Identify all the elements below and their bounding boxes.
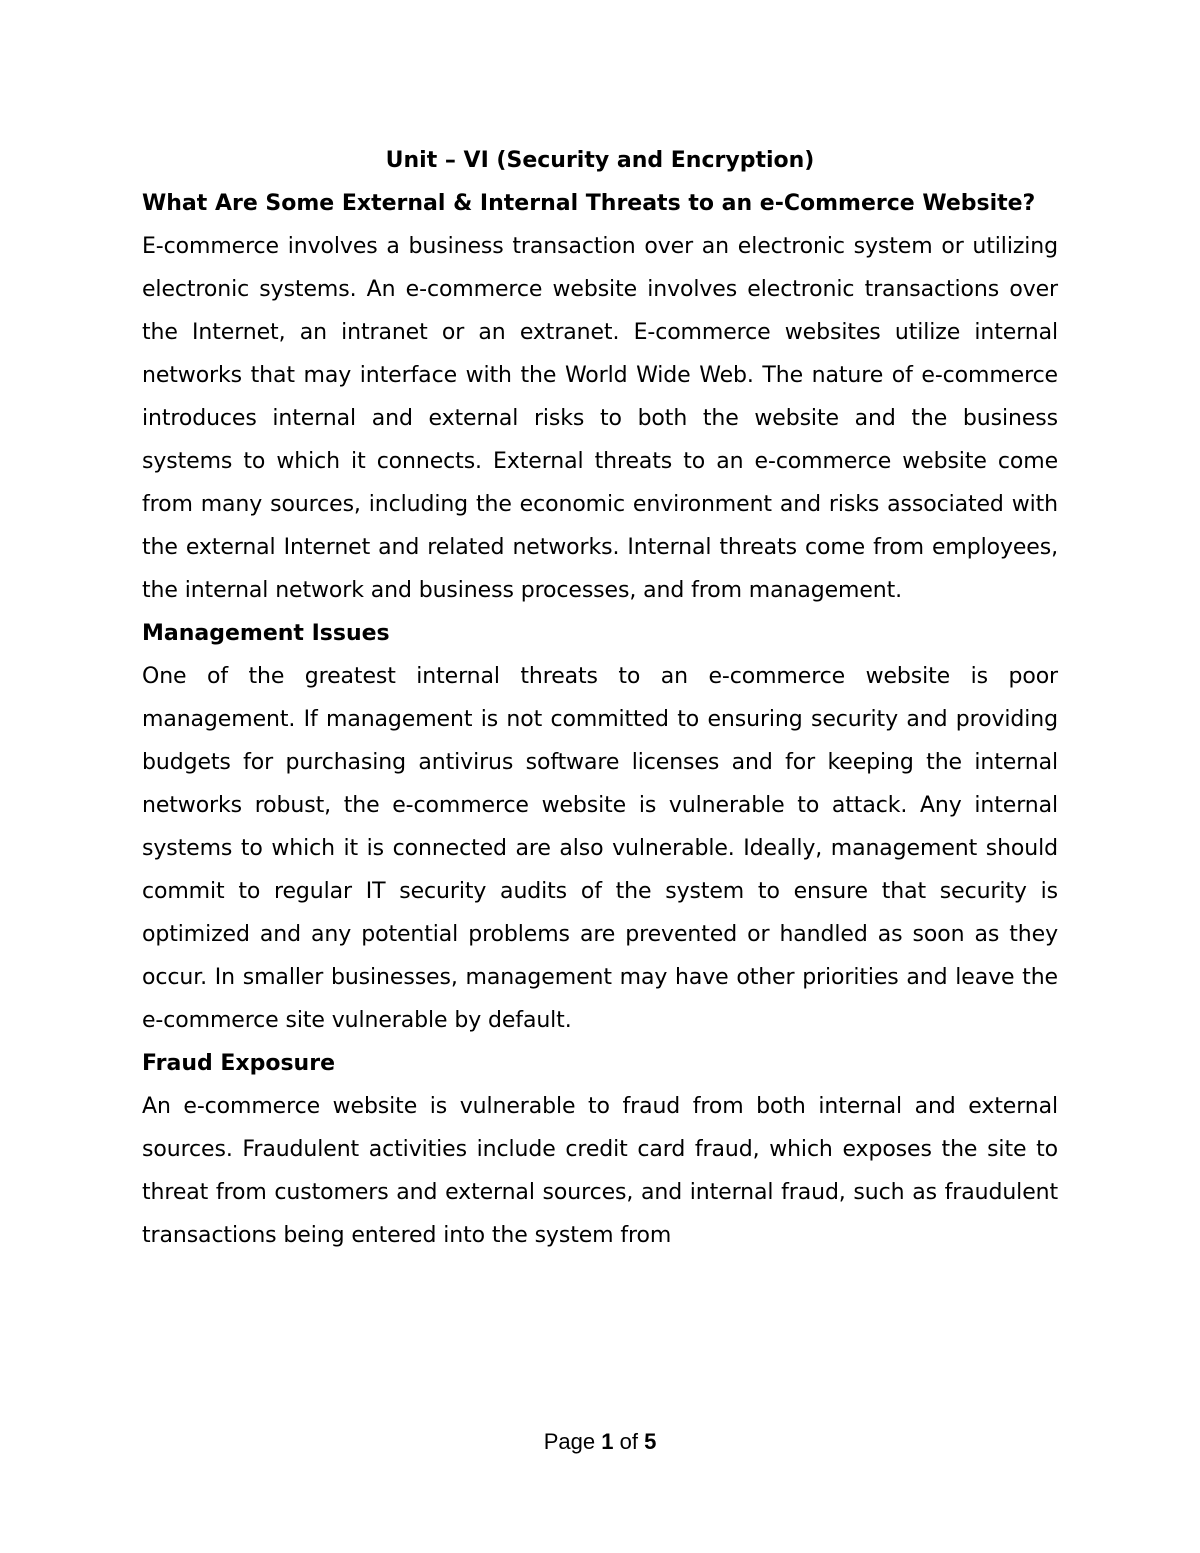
document-page xyxy=(142,139,1058,1257)
page-label: Page xyxy=(543,1429,596,1454)
section-heading-fraud: Fraud Exposure xyxy=(142,1051,335,1076)
section-heading-threats: What Are Some External & Internal Threats to an e-Commerce Website? xyxy=(142,191,1036,216)
page-footer xyxy=(0,1422,1200,1462)
current-page-number: 1 xyxy=(601,1429,614,1454)
section-heading-management: Management Issues xyxy=(142,621,390,646)
section-body-management: One of the greatest internal threats to an e-commerce website is poor management. If management is not committed to ensuring security and providing budgets for purchasing antivirus software licenses and for keeping the internal networks robust, the e-commerce website is vulnerable to attack. Any internal systems to which it is connected are also vulnerable. Ideally, management should commit to regular IT security audits of the system to ensure that security is optimized and any potential problems are prevented or handled as soon as they occur. In smaller businesses, management may have other priorities and leave the e-commerce site vulnerable by default. xyxy=(142,664,1058,1033)
total-pages-number: 5 xyxy=(644,1429,657,1454)
section-body-threats: E-commerce involves a business transaction over an electronic system or utilizing electronic systems. An e-commerce website involves electronic transactions over the Internet, an intranet or an extranet. E-commerce websites utilize internal networks that may interface with the World Wide Web. The nature of e-commerce introduces internal and external risks to both the website and the business systems to which it connects. External threats to an e-commerce website come from many sources, including the economic environment and risks associated with the external Internet and related networks. Internal threats come from employees, the internal network and business processes, and from management. xyxy=(142,234,1058,603)
of-label: of xyxy=(619,1429,638,1454)
section-body-fraud: An e-commerce website is vulnerable to fraud from both internal and external sources. Fraudulent activities include credit card fraud, which exposes the site to threat from customers and external sources, and internal fraud, such as fraudulent transactions being entered into the system from xyxy=(142,1094,1058,1248)
document-title: Unit – VI (Security and Encryption) xyxy=(385,148,815,173)
